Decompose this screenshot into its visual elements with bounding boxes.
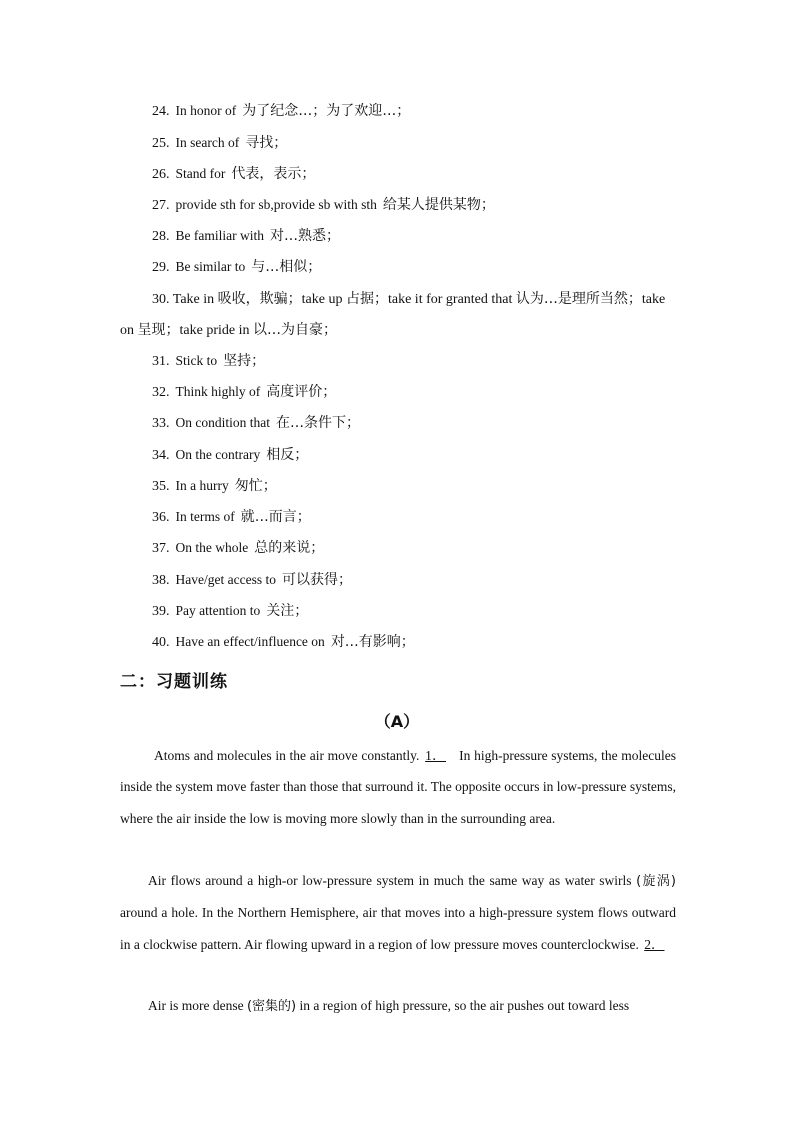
list-item: 37. On the whole 总的来说；: [152, 540, 325, 556]
list-item: 39. Pay attention to 关注；: [152, 603, 309, 619]
list-item: 40. Have an effect/influence on 对…有影响；: [152, 634, 415, 650]
answer-blank-2[interactable]: 2．: [644, 936, 665, 952]
list-item: 36. In terms of 就…而言；: [152, 509, 311, 525]
list-item: 33. On condition that 在…条件下；: [152, 415, 360, 431]
passage-paragraph-2: Air flows around a high-or low-pressure system in much the same way as water swirls (旋涡) around a hole. In the Northern Hemisphere, air that moves into a high-pressure system flows outward in a clockwise pattern. Air flowing upward in a region of low pressure moves counterclockwise. 2．: [120, 873, 676, 952]
list-item: 32. Think highly of 高度评价；: [152, 384, 337, 400]
list-item: 26. Stand for 代表，表示；: [152, 166, 316, 182]
section-heading: 二：习题训练: [120, 672, 228, 692]
list-item: 27. provide sth for sb,provide sb with sth 给某人提供某物；: [152, 197, 495, 213]
list-item: 35. In a hurry 匆忙；: [152, 478, 277, 494]
list-item: 31. Stick to 坚持；: [152, 353, 266, 369]
list-item: 24. In honor of 为了纪念…；为了欢迎…；: [152, 103, 411, 119]
answer-blank-1[interactable]: 1．: [425, 748, 447, 763]
list-item: 29. Be similar to 与…相似；: [152, 259, 322, 275]
list-item: 38. Have/get access to 可以获得；: [152, 572, 352, 588]
list-item: 25. In search of 寻找；: [152, 135, 288, 151]
list-item: 34. On the contrary 相反；: [152, 447, 309, 463]
passage-paragraph-1: Atoms and molecules in the air move constantly. 1． In high-pressure systems, the molecules inside the system move faster than those that surround it. The opposite occurs in low-pressure systems, where the air inside the low is moving more slowly than in the surrounding area.: [120, 748, 677, 826]
list-item-30: 30. Take in 吸收，欺骗；take up 占据；take it for granted that 认为…是理所当然；take on 呈现；take pride in 以…为自豪；: [120, 291, 666, 338]
passage-paragraph-3: Air is more dense (密集的) in a region of high pressure, so the air pushes out toward less: [148, 998, 630, 1014]
list-item: 28. Be familiar with 对…熟悉；: [152, 228, 340, 244]
passage-label: （A）: [374, 712, 420, 731]
